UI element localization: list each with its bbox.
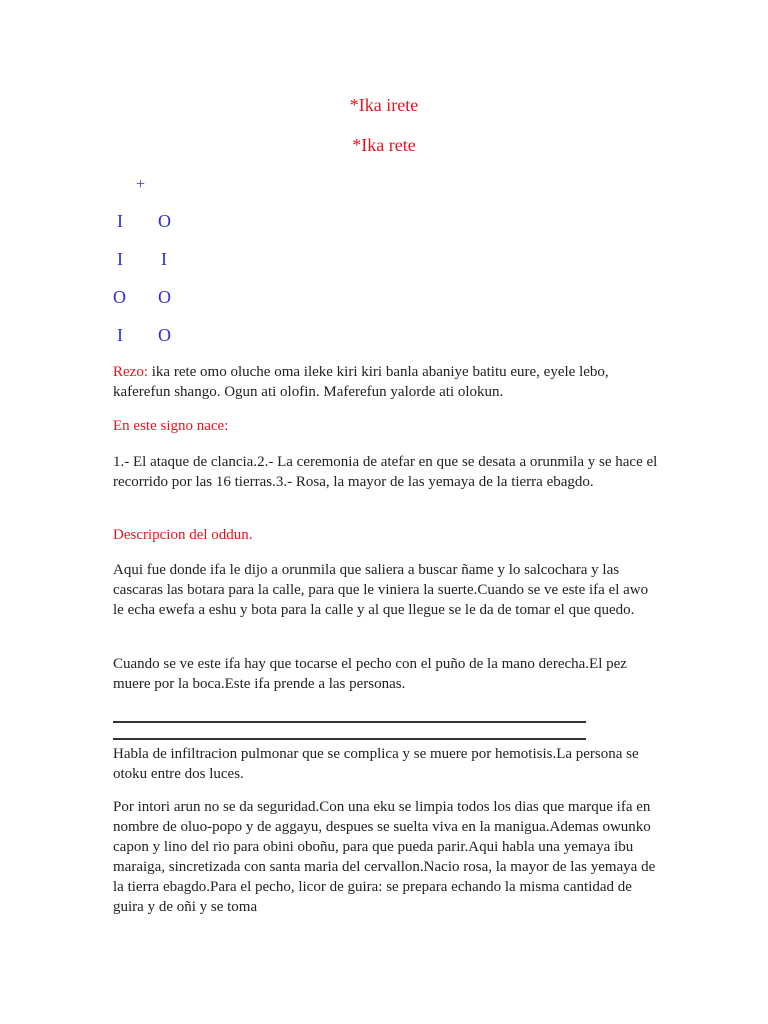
description-heading: Descripcion del oddun. bbox=[113, 527, 253, 543]
sign-row-3-left: O bbox=[113, 287, 126, 307]
description-paragraph-1: Aqui fue donde ifa le dijo a orunmila que saliera a buscar ñame y lo salcochara y las cascaras las botara para la calle, para que le viniera la suerte.Cuando se ve este ifa el awo le echa ewefa a eshu y bota para la calle y al que llegue se le da de tomar el que quedo. bbox=[113, 562, 649, 618]
horizontal-divider bbox=[113, 738, 586, 740]
sign-row-1-right: O bbox=[158, 211, 171, 231]
document-title: *Ika irete bbox=[349, 95, 419, 115]
sign-row-4-right: O bbox=[158, 325, 171, 345]
sign-plus-mark: + bbox=[136, 176, 146, 193]
rezo-label: Rezo: bbox=[113, 364, 148, 380]
description-paragraph-2: Cuando se ve este ifa hay que tocarse el pecho con el puño de la mano derecha.El pez muere por la boca.Este ifa prende a las personas. bbox=[113, 656, 627, 692]
sign-row-1-left: I bbox=[117, 211, 123, 231]
sign-row-4-left: I bbox=[117, 325, 123, 345]
horizontal-divider bbox=[113, 721, 586, 723]
sign-row-2-right: I bbox=[161, 249, 167, 269]
nace-heading: En este signo nace: bbox=[113, 418, 229, 434]
sign-row-3-right: O bbox=[158, 287, 171, 307]
habla-paragraph: Habla de infiltracion pulmonar que se complica y se muere por hemotisis.La persona se otoku entre dos luces. bbox=[113, 746, 639, 782]
nace-list-paragraph: 1.- El ataque de clancia.2.- La ceremonia de atefar en que se desata a orunmila y se hace el recorrido por las 16 tierras.3.- Rosa, la mayor de las yemaya de la tierra ebagdo. bbox=[113, 454, 658, 490]
rezo-paragraph bbox=[113, 362, 658, 402]
intori-paragraph: Por intori arun no se da seguridad.Con una eku se limpia todos los dias que marque ifa en nombre de oluo-popo y de aggayu, despues se suelta viva en la manigua.Ademas owunko capon y lino del rio para obini oboñu, para que pueda parir.Aqui habla una yemaya ibu maraiga, sincretizada con santa maria del cervallon.Nacio rosa, la mayor de las yemaya de la tierra ebagdo.Para el pecho, licor de guira: se prepara echando la misma cantidad de guira y de oñi y se toma bbox=[113, 799, 656, 915]
document-subtitle: *Ika rete bbox=[352, 135, 416, 155]
sign-row-2-left: I bbox=[117, 249, 123, 269]
rezo-text: ika rete omo oluche oma ileke kiri kiri banla abaniye batitu eure, eyele lebo, kaferefun shango. Ogun ati olofin. Maferefun yalorde ati olokun. bbox=[113, 364, 609, 400]
